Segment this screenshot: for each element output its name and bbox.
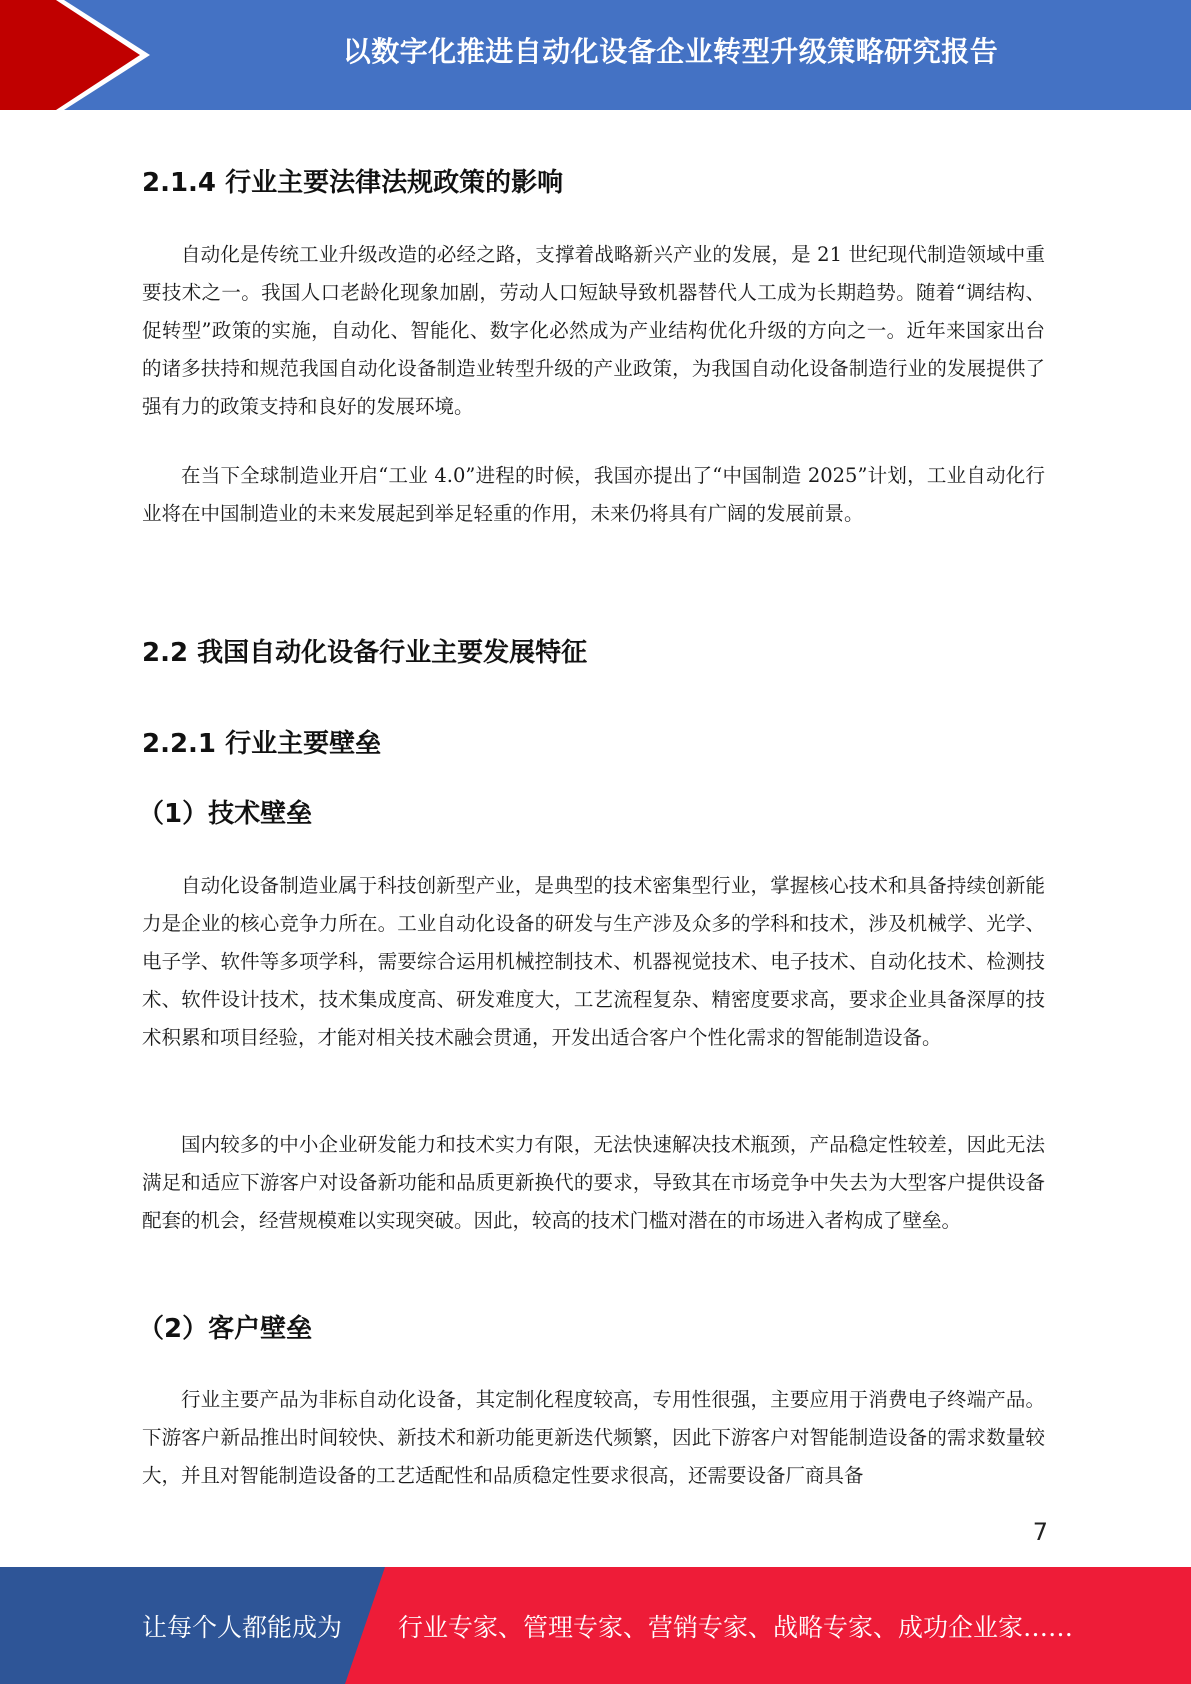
heading-2-1-4: 2.1.4 行业主要法律法规政策的影响 — [142, 168, 564, 198]
heading-2-2: 2.2 我国自动化设备行业主要发展特征 — [142, 638, 588, 668]
heading-customer-barrier: （2）客户壁垒 — [138, 1314, 313, 1344]
paragraph-customer-1: 行业主要产品为非标自动化设备，其定制化程度较高，专用性很强，主要应用于消费电子终端产品。下游客户新品推出时间较快、新技术和新功能更新迭代频繁，因此下游客户对智能制造设备的需求数量较大，并且对智能制造设备的工艺适配性和品质稳定性要求很高，还需要设备厂商具备 — [142, 1388, 1045, 1487]
page-number: 7 — [1032, 1518, 1048, 1546]
page-header — [0, 0, 1191, 110]
paragraph-policy-2: 在当下全球制造业开启“工业 4.0”进程的时候，我国亦提出了“中国制造 2025”计划，工业自动化行业将在中国制造业的未来发展起到举足轻重的作用，未来仍将具有广阔的发展前景。 — [142, 464, 1045, 525]
footer-slogan-right: 行业专家、管理专家、营销专家、战略专家、成功企业家…… — [398, 1612, 1074, 1642]
paragraph-tech-1: 自动化设备制造业属于科技创新型产业，是典型的技术密集型行业，掌握核心技术和具备持续创新能力是企业的核心竞争力所在。工业自动化设备的研发与生产涉及众多的学科和技术，涉及机械学、光学、电子学、软件等多项学科，需要综合运用机械控制技术、机器视觉技术、电子技术、自动化技术、检测技术、软件设计技术，技术集成度高、研发难度大，工艺流程复杂、精密度要求高，要求企业具备深厚的技术积累和项目经验，才能对相关技术融会贯通，开发出适合客户个性化需求的智能制造设备。 — [142, 874, 1045, 1049]
page-footer — [0, 1567, 1191, 1684]
paragraph-tech-2: 国内较多的中小企业研发能力和技术实力有限，无法快速解决技术瓶颈，产品稳定性较差，因此无法满足和适应下游客户对设备新功能和品质更新换代的要求，导致其在市场竞争中失去为大型客户提供设备配套的机会，经营规模难以实现突破。因此，较高的技术门槛对潜在的市场进入者构成了壁垒。 — [142, 1133, 1045, 1232]
paragraph-policy-1: 自动化是传统工业升级改造的必经之路，支撑着战略新兴产业的发展，是 21 世纪现代制造领域中重要技术之一。我国人口老龄化现象加剧，劳动人口短缺导致机器替代人工成为长期趋势。随着“调结构、促转型”政策的实施，自动化、智能化、数字化必然成为产业结构优化升级的方向之一。近年来国家出台的诸多扶持和规范我国自动化设备制造业转型升级的产业政策，为我国自动化设备制造行业的发展提供了强有力的政策支持和良好的发展环境。 — [142, 243, 1045, 418]
heading-tech-barrier: （1）技术壁垒 — [138, 799, 313, 829]
report-title: 以数字化推进自动化设备企业转型升级策略研究报告 — [342, 35, 999, 68]
heading-2-2-1: 2.2.1 行业主要壁垒 — [142, 729, 382, 759]
footer-slogan-left: 让每个人都能成为 — [142, 1612, 343, 1642]
